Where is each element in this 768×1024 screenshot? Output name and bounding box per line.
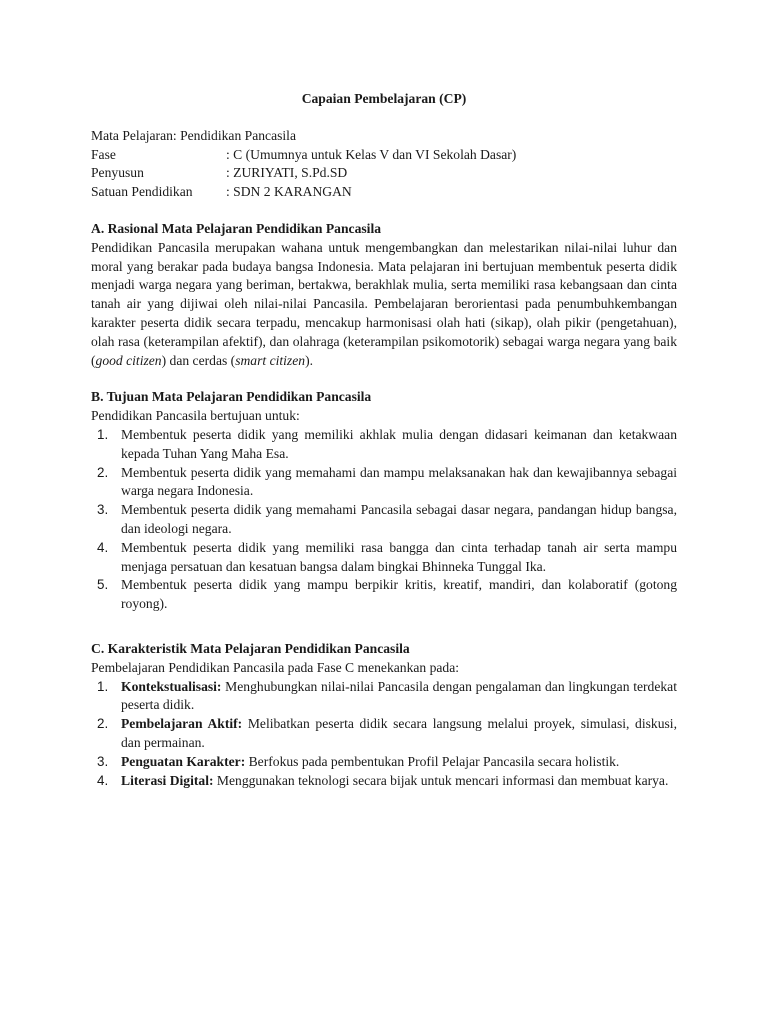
section-rationale-body [91,239,677,371]
rationale-text-2: ) dan cerdas ( [161,352,236,368]
list-number: 5. [97,577,109,593]
list-term: Kontekstualisasi: [121,678,222,694]
rationale-smart-citizen: smart citizen [235,352,306,368]
list-number: 4. [97,539,109,555]
section-characteristics-intro: Pembelajaran Pendidikan Pancasila pada Fase C menekankan pada: [91,659,460,675]
list-text: Menghubungkan nilai-nilai Pancasila dengan pengalaman dan lingkungan terdekat peserta didik. [121,678,677,713]
characteristics-list [91,678,677,791]
meta-school-value: : SDN 2 KARANGAN [226,184,352,200]
list-text: Berfokus pada pembentukan Profil Pelajar Pancasila secara holistik. [245,753,620,769]
list-number: 3. [97,753,109,769]
list-text: Melibatkan peserta didik secara langsung melalui proyek, simulasi, diskusi, dan permainan. [121,716,677,750]
list-number: 1. [97,678,109,694]
list-item [91,772,677,791]
rationale-text-1: Pendidikan Pancasila merupakan wahana untuk mengembangkan dan melestarikan nilai-nilai luhur dan moral yang berakar pada budaya bangsa Indonesia. Mata pelajaran ini bertujuan membentuk peserta didik menjadi warga negara yang beriman, bertakwa, berakhlak mulia, serta memiliki rasa kebangsaan dan cinta tanah air yang dijiwai oleh nilai-nilai Pancasila. Pembelajaran berorientasi pada penumbuhkembangan karakter peserta didik secara terpadu, mencakup harmonisasi olah hati (sikap), olah pikir (pengetahuan), olah rasa (keterampilan afektif), dan olahraga (keterampilan psikomotorik) sebagai warga negara yang baik ( [91,239,677,368]
document-title: Capaian Pembelajaran (CP) [301,91,467,106]
list-item [91,753,677,772]
goals-list [91,426,677,614]
list-text: Membentuk peserta didik yang mampu berpikir kritis, kreatif, mandiri, dan kolaboratif (gotong royong). [121,577,677,612]
list-text: Menggunakan teknologi secara bijak untuk mencari informasi dan membuat karya. [213,772,669,788]
meta-subject-text: Mata Pelajaran: Pendidikan Pancasila [91,127,296,143]
section-goals-heading: B. Tujuan Mata Pelajaran Pendidikan Pancasila [91,389,372,405]
list-term: Literasi Digital: [121,772,214,788]
list-text: Membentuk peserta didik yang memahami dan mampu melaksanakan hak dan kewajibannya sebagai warga negara Indonesia. [121,464,677,499]
list-number: 2. [97,716,109,732]
section-rationale-heading: A. Rasional Mata Pelajaran Pendidikan Pancasila [91,220,382,236]
list-item [91,678,677,716]
section-goals [91,388,677,614]
meta-phase [91,146,677,165]
meta-phase-value: : C (Umumnya untuk Kelas V dan VI Sekolah Dasar) [226,146,517,162]
section-characteristics [91,640,677,790]
meta-author [91,164,677,183]
meta-school-label: Satuan Pendidikan [91,184,193,200]
meta-author-label: Penyusun [91,165,144,181]
list-term: Penguatan Karakter: [121,753,246,769]
section-goals-intro: Pendidikan Pancasila bertujuan untuk: [91,408,300,424]
list-text: Membentuk peserta didik yang memiliki rasa bangga dan cinta terhadap tanah air serta mampu menjaga persatuan dan kesatuan bangsa dalam bingkai Bhinneka Tunggal Ika. [121,539,677,574]
list-item [91,501,677,539]
meta-school [91,183,677,202]
list-item [91,539,677,577]
list-number: 2. [97,464,109,480]
list-term: Pembelajaran Aktif: [121,716,243,732]
list-item [91,464,677,502]
section-rationale [91,220,677,370]
document-meta [91,127,677,202]
list-item [91,426,677,464]
document-page [91,90,677,808]
list-item [91,715,677,753]
list-number: 3. [97,502,109,518]
rationale-text-3: ). [305,352,313,368]
meta-phase-label: Fase [91,146,116,162]
list-number: 1. [97,426,109,442]
section-characteristics-heading: C. Karakteristik Mata Pelajaran Pendidikan Pancasila [91,640,410,656]
list-item [91,576,677,614]
list-text: Membentuk peserta didik yang memiliki akhlak mulia dengan didasari keimanan dan ketakwaan kepada Tuhan Yang Maha Esa. [121,426,677,461]
meta-subject [91,127,677,146]
list-number: 4. [97,772,109,788]
list-text: Membentuk peserta didik yang memahami Pancasila sebagai dasar negara, pandangan hidup bangsa, dan ideologi negara. [121,502,677,536]
meta-author-value: : ZURIYATI, S.Pd.SD [226,165,348,181]
rationale-good-citizen: good citizen [95,352,162,368]
